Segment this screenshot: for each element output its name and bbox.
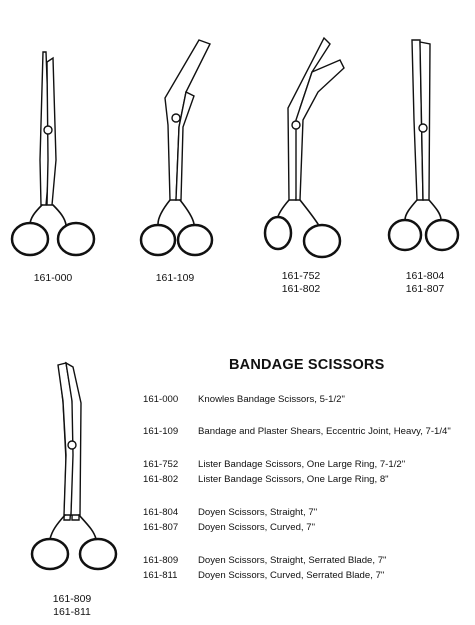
plaster-shears-icon [141,40,212,255]
catalog-code: 161-811 [143,570,178,581]
code-line: 161-807 [405,283,445,295]
catalog-row [143,474,389,486]
instrument-code-161-804 [385,270,465,296]
catalog-row [143,507,317,519]
catalog-code: 161-807 [143,522,179,533]
catalog-code: 161-802 [143,474,179,485]
catalog-row [143,426,451,438]
catalog-row [143,570,384,582]
catalog-row [143,522,315,534]
catalog-description: Doyen Scissors, Straight, Serrated Blade, 7" [198,555,387,566]
catalog-code: 161-804 [143,507,179,518]
code-line: 161-811 [53,606,91,618]
instrument-code-161-809 [32,593,112,619]
doyen-straight-scissors-icon [389,40,458,250]
catalog-description: Knowles Bandage Scissors, 5-1/2" [198,394,345,405]
catalog-title: BANDAGE SCISSORS [229,357,385,373]
scissors-illustration-161-000 [0,0,475,300]
catalog-code: 161-809 [143,555,179,566]
catalog-code: 161-752 [143,459,179,470]
code-line: 161-804 [405,270,445,282]
knowles-scissors-icon [12,52,94,255]
lister-scissors-icon [265,38,344,257]
code-line: 161-752 [281,270,321,282]
code-line: 161-809 [52,593,92,605]
catalog-description: Lister Bandage Scissors, One Large Ring, 8" [198,474,389,485]
code-line: 161-000 [33,272,73,284]
scissors-illustration-161-809 [0,355,140,595]
instrument-code-161-752 [261,270,341,296]
catalog-row [143,394,345,406]
catalog-code: 161-109 [143,426,179,437]
catalog-code: 161-000 [143,394,179,405]
code-line: 161-802 [281,283,321,295]
doyen-curved-scissors-icon [32,363,116,569]
catalog-description: Bandage and Plaster Shears, Eccentric Joint, Heavy, 7-1/4" [198,426,451,437]
catalog-description: Lister Bandage Scissors, One Large Ring, 7-1/2" [198,459,406,470]
instrument-code-161-109 [135,272,215,285]
code-line: 161-109 [155,272,195,284]
catalog-description: Doyen Scissors, Curved, 7" [198,522,315,533]
catalog-row [143,459,405,471]
catalog-row [143,555,386,567]
catalog-description: Doyen Scissors, Straight, 7" [198,507,318,518]
catalog-description: Doyen Scissors, Curved, Serrated Blade, 7" [198,570,385,581]
instrument-code-161-000 [13,272,93,285]
